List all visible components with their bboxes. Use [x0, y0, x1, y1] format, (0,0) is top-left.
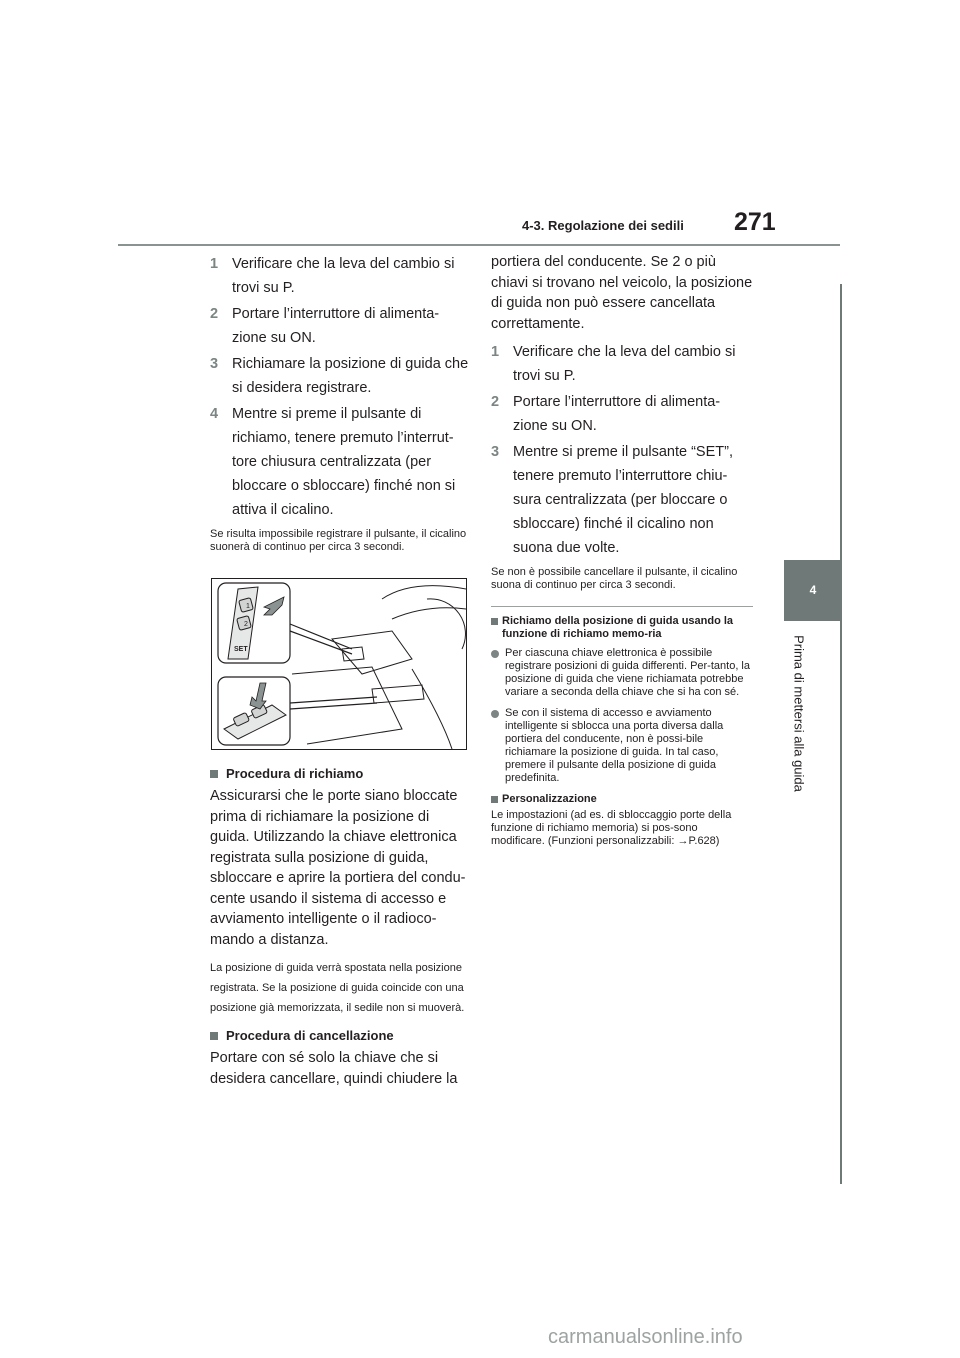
recall-paragraph: Assicurarsi che le porte siano bloccate prima di richiamare la posizione di guida. Utilizzando la chiave elettronica registrata sulla posizione di guida, sbloccare e aprire la portiera del condu-cente usando il sistema di accesso e avviamento intelligente o il radioco-mando a distanza.	[210, 788, 466, 948]
memory-bullet-text: Se con il sistema di accesso e avviamento intelligente si sblocca una porta diversa dalla portiera del conducente, non è possi-bile richiamare la posizione di guida. In tal caso, premere il pulsante della posizione di guida predefinita.	[505, 707, 724, 784]
cancel-step	[491, 340, 753, 388]
memory-heading	[491, 615, 753, 641]
square-bullet-icon	[210, 1032, 218, 1040]
step-text: Richiamare la posizione di guida che si desidera registrare.	[232, 356, 469, 396]
square-bullet-icon	[210, 770, 218, 778]
cancel-paragraph-continued: portiera del conducente. Se 2 o più chiavi si trovano nel veicolo, la posizione di guida non può essere cancellata correttamente.	[491, 254, 753, 332]
step-number: 1	[210, 256, 219, 272]
step-number: 2	[210, 306, 219, 322]
figure-illustration	[212, 579, 466, 749]
left-column	[210, 252, 472, 562]
memory-heading-text: Richiamo della posizione di guida usando la funzione di richiamo memo-ria	[502, 615, 734, 640]
side-tab-strip	[840, 284, 842, 1184]
circle-bullet-icon	[491, 650, 499, 658]
step-text: Verificare che la leva del cambio si trovi su P.	[232, 256, 455, 296]
left-column-lower	[210, 756, 472, 1095]
register-step	[210, 252, 472, 300]
step-text: Mentre si preme il pulsante “SET”, tenere premuto l’interruttore chiu-sura centralizzata (per bloccare o sbloccare) finché il cicalino non suona due volte.	[513, 444, 733, 556]
circle-bullet-icon	[491, 710, 499, 718]
custom-heading-text: Personalizzazione	[502, 793, 597, 805]
step-text: Mentre si preme il pulsante di richiamo, tenere premuto l’interrut-tore chiusura centralizzata (per bloccare o sbloccare) finché non si attiva il cicalino.	[232, 406, 456, 518]
step-number: 4	[210, 406, 219, 422]
recall-note: La posizione di guida verrà spostata nella posizione registrata. Se la posizione di guida coincide con una posizione già memorizzata, il sedile non si muoverà.	[210, 962, 465, 1014]
recall-heading	[210, 766, 472, 782]
step-number: 2	[491, 394, 500, 410]
register-step	[210, 302, 472, 350]
set-button-label: SET	[234, 646, 248, 653]
cancel-heading-text: Procedura di cancellazione	[226, 1028, 394, 1043]
step-text: Verificare che la leva del cambio si trovi su P.	[513, 344, 736, 384]
custom-paragraph: Le impostazioni (ad es. di sbloccaggio porte della funzione di richiamo memoria) si pos-sono modificare. (Funzioni personalizzabili: →P.628)	[491, 809, 732, 847]
register-step	[210, 402, 472, 522]
cancel-note: Se non è possibile cancellare il pulsante, il cicalino suona di continuo per circa 3 secondi.	[491, 566, 738, 591]
recall-heading-text: Procedura di richiamo	[226, 766, 364, 781]
step-number: 1	[491, 344, 500, 360]
page-number: 271	[734, 208, 776, 236]
button-2-label: 2	[244, 621, 248, 628]
step-number: 3	[491, 444, 500, 460]
button-1-label: 1	[246, 603, 250, 610]
cancel-heading	[210, 1028, 472, 1044]
step-text: Portare l’interruttore di alimenta-zione su ON.	[513, 394, 721, 434]
memory-bullet	[491, 707, 753, 785]
memory-buttons-callout	[218, 583, 290, 663]
custom-heading	[491, 793, 753, 806]
chapter-title: Prima di mettersi alla guida	[791, 635, 807, 792]
memory-bullet-text: Per ciascuna chiave elettronica è possibile registrare posizioni di guida differenti. Per-tanto, la posizione di guida che viene richiamata potrebbe variare a seconda della chiave che si ha con sé.	[505, 647, 750, 698]
cancel-step	[491, 390, 753, 438]
cancel-paragraph-start: Portare con sé solo la chiave che si desidera cancellare, quindi chiudere la	[210, 1050, 458, 1087]
cancel-step	[491, 440, 753, 560]
chapter-tab: 4	[784, 560, 842, 621]
header-section-title: 4-3. Regolazione dei sedili	[522, 218, 684, 233]
memory-switch-figure	[211, 578, 467, 750]
right-column	[491, 252, 753, 856]
header-divider	[118, 244, 840, 246]
register-note: Se risulta impossibile registrare il pulsante, il cicalino suonerà di continuo per circa 3 secondi.	[210, 528, 467, 553]
square-bullet-icon	[491, 618, 498, 625]
square-bullet-icon	[491, 796, 498, 803]
register-step	[210, 352, 472, 400]
section-divider	[491, 606, 753, 607]
watermark: carmanualsonline.info	[548, 1326, 743, 1348]
memory-bullet	[491, 647, 753, 699]
step-number: 3	[210, 356, 219, 372]
lock-switch-callout	[218, 677, 290, 745]
step-text: Portare l’interruttore di alimenta-zione su ON.	[232, 306, 440, 346]
